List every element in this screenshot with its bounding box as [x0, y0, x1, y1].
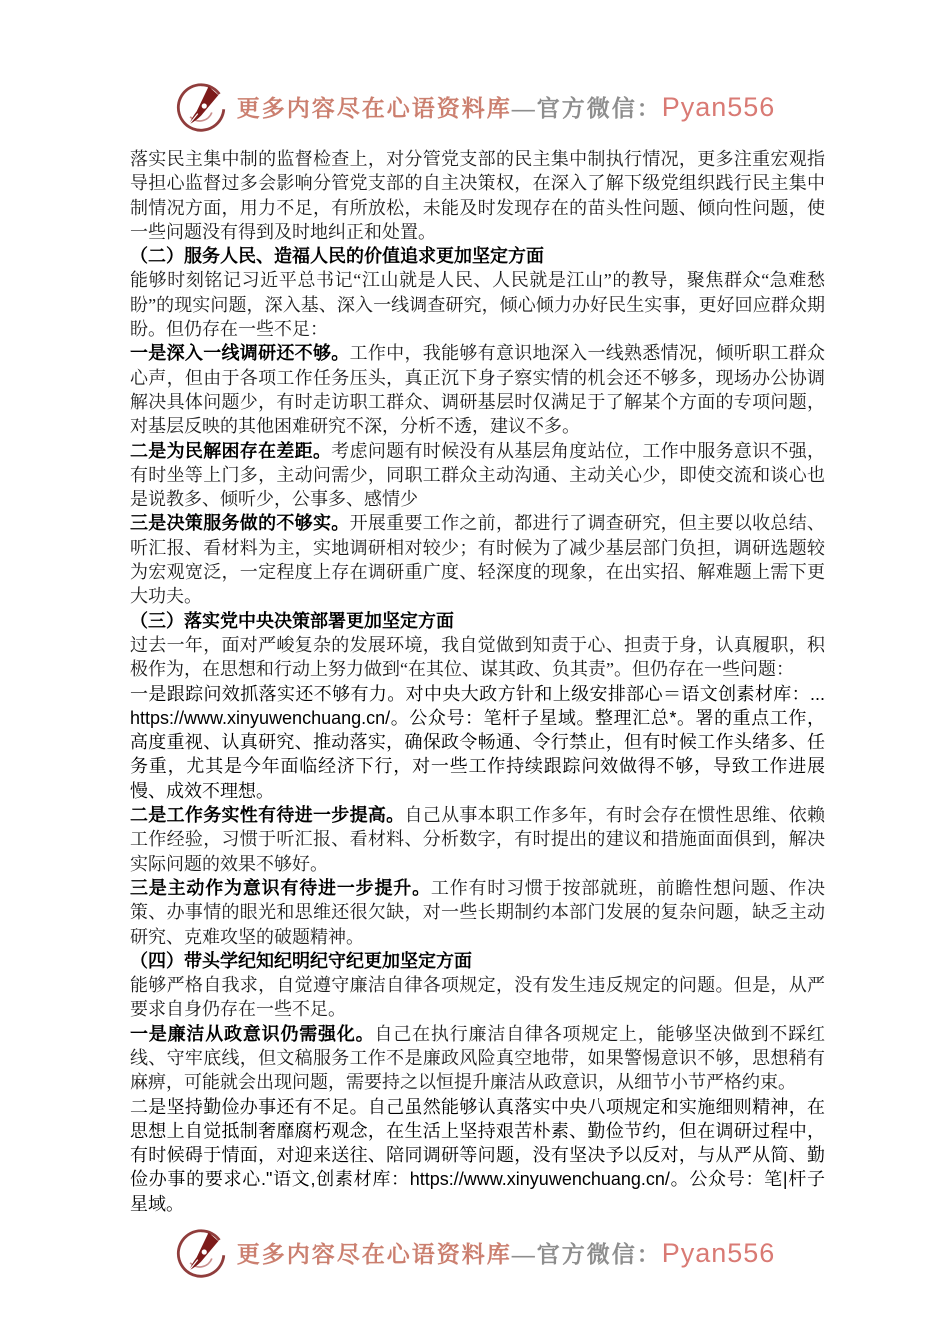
- paragraph-lead: 二是为民解困存在差距。: [130, 440, 332, 461]
- paragraph: 一是廉洁从政意识仍需强化。自己在执行廉洁自律各项规定上，能够坚决做到不踩红线、守牢底线，但文稿服务工作不是廉政风险真空地带，如果警惕意识不够，思想稍有麻痹，可能就会出现问题，需要持之以恒提升廉洁从政意识，从细节小节严格约束。: [130, 1023, 826, 1093]
- watermark-wechat-id: Pyan556: [661, 91, 776, 122]
- document-body: [130, 147, 825, 1216]
- paragraph: 三是主动作为意识有待进一步提升。工作有时习惯于按部就班，前瞻性想问题、作决策、办事情的眼光和思维还很欠缺，对一些长期制约本部门发展的复杂问题，缺乏主动研究、克难攻坚的破题精神。: [130, 877, 825, 947]
- header-watermark: [0, 80, 950, 132]
- section-heading: （三）落实党中央决策部署更加坚定方面: [130, 610, 454, 631]
- paragraph-lead: 三是主动作为意识有待进一步提升。: [130, 877, 431, 898]
- paragraph-lead: 一是深入一线调研还不够。: [130, 343, 350, 364]
- paragraph: 一是跟踪问效抓落实还不够有力。对中央大政方针和上级安排部心＝语文创素材库：... https://www.xinyuwenchuang.cn/。公众号：笔杆子星域。整理汇总*。署的重点工作，高度重视、认真研究、推动落实，确保政令畅通、令行禁止，但有时候工作头绪多、任务重，尤其是今年面临经济下行，对一些工作持续跟踪问效做得不够，导致工作进展慢、成效不理想。: [130, 683, 825, 801]
- watermark-brand-text: 更多内容尽在心语资料库: [236, 95, 512, 121]
- paragraph: 能够时刻铭记习近平总书记“江山就是人民、人民就是江山”的教导，聚焦群众“急难愁盼”的现实问题，深入基、深入一线调查研究，倾心倾力办好民生实事，更好回应群众期盼。但仍存在一些不足：: [130, 270, 825, 340]
- paragraph: 能够严格自我求，自觉遵守廉洁自律各项规定，没有发生违反规定的问题。但是，从严要求自身仍存在一些不足。: [130, 975, 825, 1020]
- paragraph: 落实民主集中制的监督检查上，对分管党支部的民主集中制执行情况，更多注重宏观指导担心监督过多会影响分管党支部的自主决策权，在深入了解下级党组织践行民主集中制情况方面，用力不足，有所放松，未能及时发现存在的苗头性问题、倾向性问题，使一些问题没有得到及时地纠正和处置。: [130, 149, 825, 242]
- paragraph: 过去一年，面对严峻复杂的发展环境，我自觉做到知责于心、担责于身，认真履职，积极作为，在思想和行动上努力做到“在其位、谋其政、负其责”。但仍存在一些问题：: [130, 634, 825, 680]
- paragraph: 二是为民解困存在差距。考虑问题有时候没有从基层角度站位，工作中服务意识不强，有时坐等上门多，主动问需少，同职工群众主动沟通、主动关心少，即使交流和谈心也是说教多、倾听少，公事多、感情少: [130, 440, 826, 510]
- paragraph-lead: 二是工作务实性有待进一步提高。: [130, 805, 405, 826]
- footer-watermark: [0, 1226, 950, 1278]
- watermark-wechat-id: Pyan556: [661, 1237, 776, 1268]
- paragraph-lead: 三是决策服务做的不够实。: [130, 513, 350, 534]
- pen-logo-icon: [175, 1226, 227, 1278]
- section-heading: （四）带头学纪知纪明纪守纪更加坚定方面: [130, 950, 472, 971]
- paragraph: 一是深入一线调研还不够。工作中，我能够有意识地深入一线熟悉情况，倾听职工群众心声，但由于各项工作任务压头，真正沉下身子察实情的机会还不够多，现场办公协调解决具体问题少，有时走访职工群众、调研基层时仅满足于了解某个方面的专项问题，对基层反映的其他困难研究不深，分析不透，建议不多。: [130, 343, 826, 437]
- watermark-brand-text: 更多内容尽在心语资料库: [236, 1241, 512, 1267]
- section-heading: （二）服务人民、造福人民的价值追求更加坚定方面: [130, 246, 544, 267]
- paragraph: 二是工作务实性有待进一步提高。自己从事本职工作多年，有时会存在惯性思维、依赖工作经验，习惯于听汇报、看材料、分析数字，有时提出的建议和措施面面俱到，解决实际问题的效果不够好。: [130, 805, 826, 874]
- watermark-wechat-label: —官方微信：: [511, 1241, 662, 1267]
- pen-logo-icon: [175, 80, 227, 132]
- paragraph: 二是坚持勤俭办事还有不足。自己虽然能够认真落实中央八项规定和实施细则精神，在思想上自觉抵制奢靡腐朽观念，在生活上坚持艰苦朴素、勤俭节约，但在调研过程中，有时候碍于情面，对迎来送往、陪同调研等问题，没有坚决予以反对，与从严从简、勤俭办事的要求心."语文,创素材库：https://www.xinyuwenchuang.cn/。公众号：笔|杆子星域。: [130, 1096, 825, 1214]
- paragraph-lead: 一是廉洁从政意识仍需强化。: [130, 1023, 375, 1044]
- watermark-wechat-label: —官方微信：: [511, 95, 662, 121]
- paragraph: 三是决策服务做的不够实。开展重要工作之前，都进行了调查研究，但主要以收总结、听汇报、看材料为主，实地调研相对较少；有时候为了减少基层部门负担，调研选题较为宏观宽泛，一定程度上存在调研重广度、轻深度的现象，在出实招、解难题上需下更大功夫。: [130, 513, 826, 607]
